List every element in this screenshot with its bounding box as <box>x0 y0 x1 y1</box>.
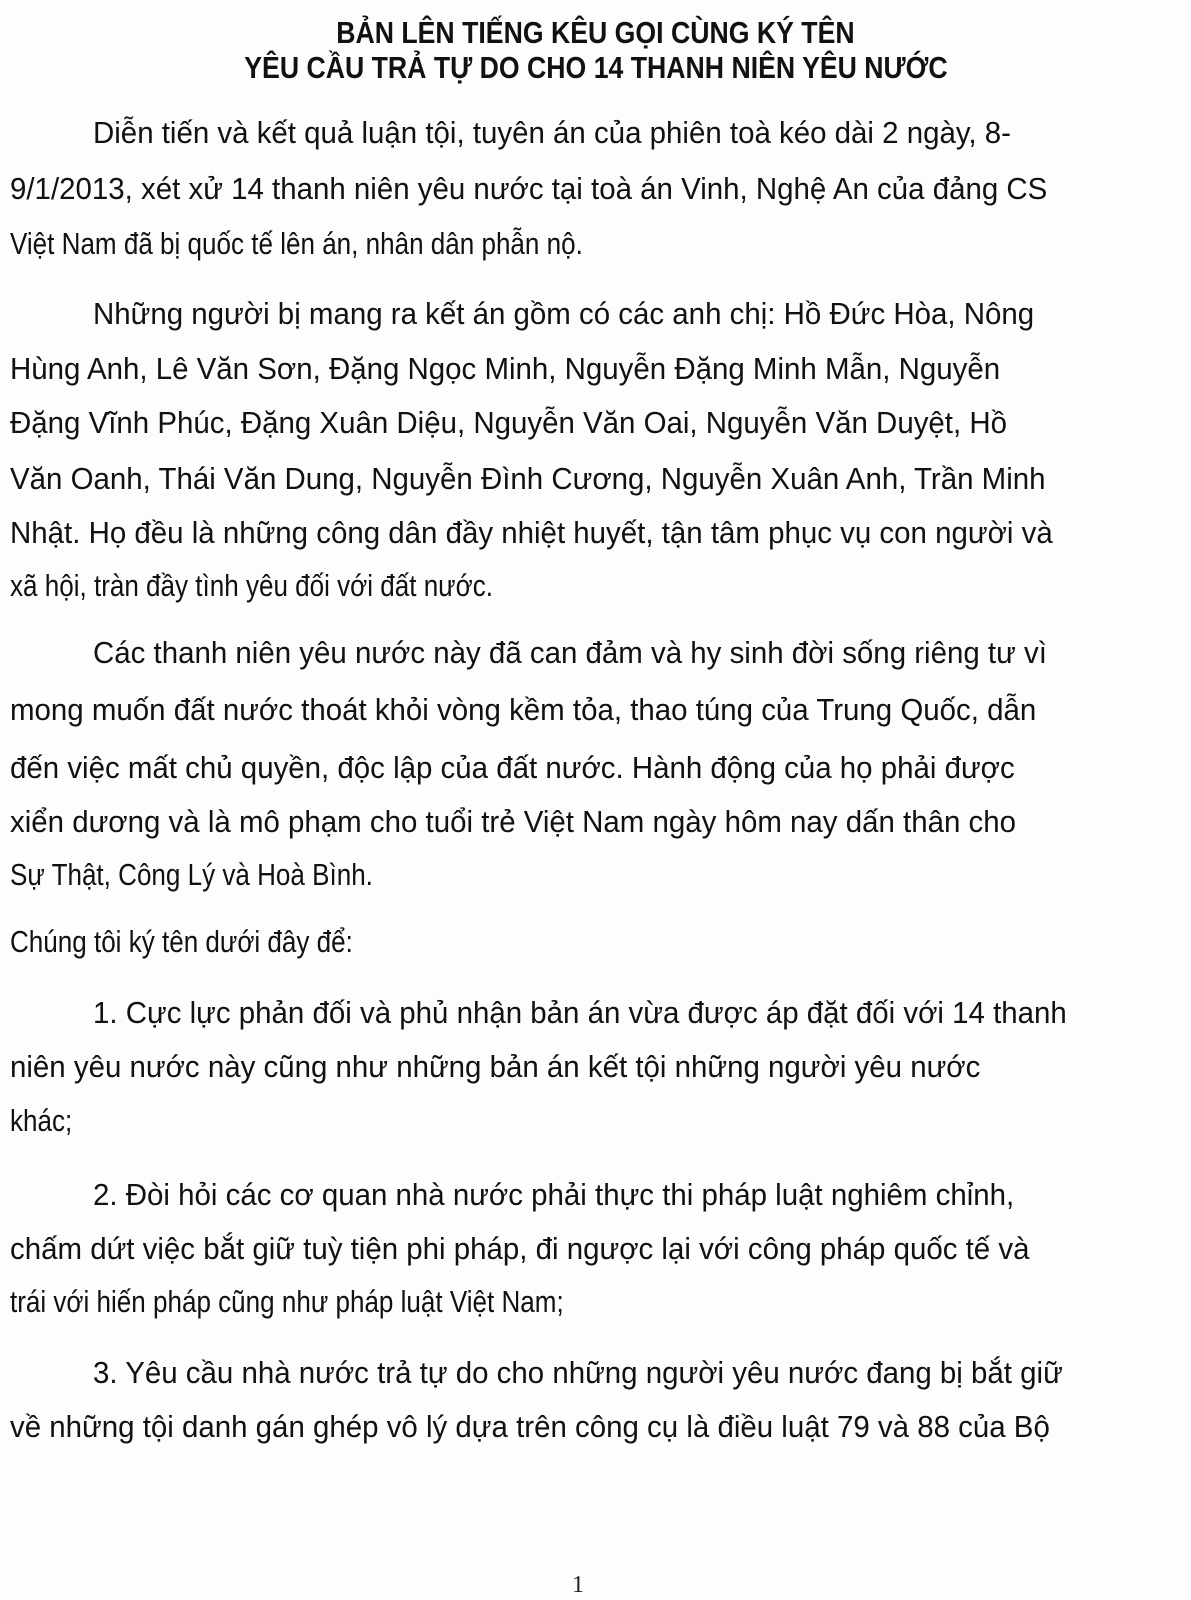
line-text: Hùng Anh, Lê Văn Sơn, Đặng Ngọc Minh, Nguyễn Đặng Minh Mẫn, Nguyễn <box>10 351 1001 386</box>
line-text: Việt Nam đã bị quốc tế lên án, nhân dân phẫn nộ. <box>10 226 583 261</box>
line-text: trái với hiến pháp cũng như pháp luật Việt Nam; <box>10 1284 564 1319</box>
line-text: Nhật. Họ đều là những công dân đầy nhiệt huyết, tận tâm phục vụ con người và <box>10 515 1053 550</box>
page-number: 1 <box>572 1572 584 1598</box>
line-text: Diễn tiến và kết quả luận tội, tuyên án của phiên toà kéo dài 2 ngày, 8- <box>93 115 1011 150</box>
demand-3-line <box>93 1356 1114 1390</box>
line-text: Chúng tôi ký tên dưới đây để: <box>10 924 353 959</box>
line-text: 9/1/2013, xét xử 14 thanh niên yêu nước tại toà án Vinh, Nghệ An của đảng CS <box>10 171 1048 206</box>
paragraph-sacrifice-line <box>10 751 1068 785</box>
line-text: Những người bị mang ra kết án gồm có các anh chị: Hồ Đức Hòa, Nông <box>93 296 1035 331</box>
title-line-1 <box>0 16 1191 50</box>
line-text: khác; <box>10 1103 73 1138</box>
demand-2-line <box>93 1178 1063 1212</box>
line-text: 2. Đòi hỏi các cơ quan nhà nước phải thực thi pháp luật nghiêm chỉnh, <box>93 1177 1015 1212</box>
line-text: 3. Yêu cầu nhà nước trả tự do cho những người yêu nước đang bị bắt giữ <box>93 1355 1063 1390</box>
demand-1-line <box>10 1050 1031 1084</box>
line-text: về những tội danh gán ghép vô lý dựa trên công cụ là điều luật 79 và 88 của Bộ <box>10 1409 1050 1444</box>
line-text: niên yêu nước này cũng như những bản án kết tội những người yêu nước <box>10 1049 981 1084</box>
demand-2-line <box>10 1285 669 1319</box>
paragraph-defendants-line <box>10 406 1059 440</box>
paragraph-sacrifice-line <box>10 805 1069 839</box>
paragraph-defendants-line <box>10 569 585 603</box>
demand-1-line <box>93 996 1118 1030</box>
paragraph-sacrifice-line <box>10 858 442 892</box>
demand-2-line <box>10 1232 1083 1266</box>
line-text: xiển dương và là mô phạm cho tuổi trẻ Việt Nam ngày hôm nay dấn thân cho <box>10 804 1017 839</box>
line-text: Sự Thật, Công Lý và Hoà Bình. <box>10 857 373 892</box>
paragraph-sacrifice-line <box>10 693 1090 727</box>
line-text: Đặng Vĩnh Phúc, Đặng Xuân Diệu, Nguyễn Văn Oai, Nguyễn Văn Duyệt, Hồ <box>10 405 1008 440</box>
line-text: đến việc mất chủ quyền, độc lập của đất nước. Hành động của họ phải được <box>10 750 1015 785</box>
line-text: 1. Cực lực phản đối và phủ nhận bản án vừa được áp đặt đối với 14 thanh <box>93 995 1067 1030</box>
title-text: BẢN LÊN TIẾNG KÊU GỌI CÙNG KÝ TÊN <box>336 15 855 50</box>
paragraph-intro-line <box>10 172 1102 206</box>
title-line-2 <box>0 51 1191 85</box>
title-text: YÊU CẦU TRẢ TỰ DO CHO 14 THANH NIÊN YÊU NƯỚC <box>243 50 948 85</box>
demand-3-line <box>10 1410 1105 1444</box>
paragraph-defendants-line <box>10 352 1052 386</box>
paragraph-intro-line <box>93 116 1059 150</box>
signing-intro-line <box>10 925 418 959</box>
paragraph-defendants-line <box>93 297 1084 331</box>
line-text: Văn Oanh, Thái Văn Dung, Nguyễn Đình Cương, Nguyễn Xuân Anh, Trần Minh <box>10 461 1046 496</box>
line-text: xã hội, tràn đầy tình yêu đối với đất nước. <box>10 568 493 603</box>
paragraph-defendants-line <box>10 462 1100 496</box>
line-text: mong muốn đất nước thoát khỏi vòng kềm tỏa, thao túng của Trung Quốc, dẫn <box>10 692 1037 727</box>
paragraph-sacrifice-line <box>93 636 1097 670</box>
line-text: Các thanh niên yêu nước này đã can đảm và hy sinh đời sống riêng tư vì <box>93 635 1047 670</box>
paragraph-intro-line <box>10 227 692 261</box>
line-text: chấm dứt việc bắt giữ tuỳ tiện phi pháp, đi ngược lại với công pháp quốc tế và <box>10 1231 1030 1266</box>
paragraph-defendants-line <box>10 516 1108 550</box>
demand-1-line <box>10 1104 84 1138</box>
